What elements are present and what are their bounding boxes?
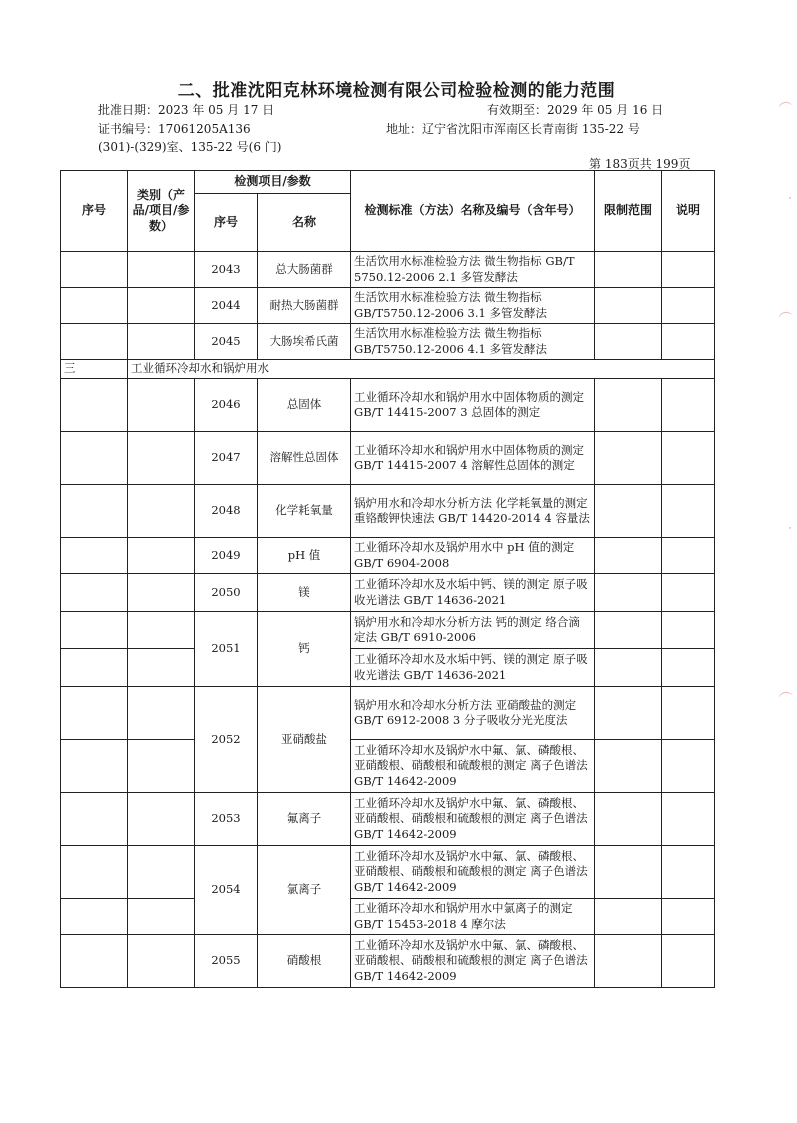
item-name: 大肠埃希氏菌 <box>258 324 351 360</box>
table-row <box>61 612 715 649</box>
item-name: 氯离子 <box>258 846 351 935</box>
page-info: 第 183页共 199页 <box>589 157 691 171</box>
item-standard-alt: 工业循环冷却水及水垢中钙、镁的测定 原子吸收光谱法 GB/T 14636-2021 <box>351 649 595 687</box>
red-stamp-edge: （ · （ · （ <box>773 91 797 699</box>
item-no: 2049 <box>195 538 258 574</box>
item-name: 氟离子 <box>258 793 351 846</box>
item-standard: 工业循环冷却水及锅炉水中氟、氯、磷酸根、亚硝酸根、硝酸根和硫酸根的测定 离子色谱法 GB/T 14642-2009 <box>351 793 595 846</box>
item-name: 耐热大肠菌群 <box>258 288 351 324</box>
capability-table <box>60 170 715 988</box>
table-row <box>61 935 715 988</box>
header-standard: 检测标准（方法）名称及编号（含年号） <box>351 171 595 252</box>
item-no: 2045 <box>195 324 258 360</box>
header-note: 说明 <box>662 171 715 252</box>
item-no: 2043 <box>195 252 258 288</box>
item-standard: 生活饮用水标准检验方法 微生物指标 GB/T5750.12-2006 4.1 多管发酵法 <box>351 324 595 360</box>
address: 地址：辽宁省沈阳市浑南区长青南街 135-22 号 <box>386 122 640 136</box>
header-item-group: 检测项目/参数 <box>195 171 351 194</box>
table-row <box>61 432 715 485</box>
item-no: 2053 <box>195 793 258 846</box>
table-row <box>61 252 715 288</box>
item-name: 钙 <box>258 612 351 687</box>
approval-date: 批准日期：2023 年 05 月 17 日 <box>98 103 275 117</box>
section-label: 工业循环冷却水和锅炉用水 <box>128 360 715 379</box>
table-row <box>61 740 715 793</box>
item-no: 2047 <box>195 432 258 485</box>
table-row <box>61 288 715 324</box>
address-continued: (301)-(329)室、135-22 号(6 门) <box>98 140 282 154</box>
item-standard-alt: 工业循环冷却水及锅炉水中氟、氯、磷酸根、亚硝酸根、硝酸根和硫酸根的测定 离子色谱法 GB/T 14642-2009 <box>351 740 595 793</box>
table-row <box>61 687 715 740</box>
header-item-name: 名称 <box>258 194 351 252</box>
item-no: 2048 <box>195 485 258 538</box>
header-seq: 序号 <box>61 171 128 252</box>
header-limit: 限制范围 <box>595 171 662 252</box>
certificate-number: 证书编号：17061205A136 <box>98 122 251 136</box>
item-standard: 工业循环冷却水和锅炉用水中固体物质的测定 GB/T 14415-2007 4 溶解性总固体的测定 <box>351 432 595 485</box>
table-row <box>61 379 715 432</box>
item-standard-alt: 工业循环冷却水和锅炉用水中氯离子的测定 GB/T 15453-2018 4 摩尔法 <box>351 899 595 935</box>
item-no: 2050 <box>195 574 258 612</box>
item-standard: 锅炉用水和冷却水分析方法 亚硝酸盐的测定 GB/T 6912-2008 3 分子吸收分光光度法 <box>351 687 595 740</box>
section-row <box>61 360 715 379</box>
item-no: 2046 <box>195 379 258 432</box>
item-name: pH 值 <box>258 538 351 574</box>
item-no: 2055 <box>195 935 258 988</box>
item-name: 总固体 <box>258 379 351 432</box>
table-row <box>61 324 715 360</box>
item-name: 硝酸根 <box>258 935 351 988</box>
item-standard: 锅炉用水和冷却水分析方法 化学耗氧量的测定 重铬酸钾快速法 GB/T 14420-2014 4 容量法 <box>351 485 595 538</box>
item-name: 镁 <box>258 574 351 612</box>
item-standard: 工业循环冷却水及水垢中钙、镁的测定 原子吸收光谱法 GB/T 14636-2021 <box>351 574 595 612</box>
item-standard: 工业循环冷却水和锅炉用水中固体物质的测定 GB/T 14415-2007 3 总固体的测定 <box>351 379 595 432</box>
item-standard: 工业循环冷却水及锅炉水中氟、氯、磷酸根、亚硝酸根、硝酸根和硫酸根的测定 离子色谱法 GB/T 14642-2009 <box>351 846 595 899</box>
item-name: 溶解性总固体 <box>258 432 351 485</box>
item-standard: 工业循环冷却水及锅炉用水中 pH 值的测定 GB/T 6904-2008 <box>351 538 595 574</box>
header-category: 类别（产品/项目/参数） <box>128 171 195 252</box>
item-name: 化学耗氧量 <box>258 485 351 538</box>
item-no: 2054 <box>195 846 258 935</box>
section-seq: 三 <box>61 360 128 379</box>
item-name: 亚硝酸盐 <box>258 687 351 793</box>
item-no: 2052 <box>195 687 258 793</box>
table-row <box>61 793 715 846</box>
item-no: 2044 <box>195 288 258 324</box>
table-row <box>61 485 715 538</box>
item-name: 总大肠菌群 <box>258 252 351 288</box>
table-row <box>61 649 715 687</box>
table-row <box>61 538 715 574</box>
item-no: 2051 <box>195 612 258 687</box>
table-row <box>61 846 715 899</box>
item-standard: 工业循环冷却水及锅炉水中氟、氯、磷酸根、亚硝酸根、硝酸根和硫酸根的测定 离子色谱法 GB/T 14642-2009 <box>351 935 595 988</box>
valid-until: 有效期至：2029 年 05 月 16 日 <box>487 103 664 117</box>
page-title: 二、批准沈阳克林环境检测有限公司检验检测的能力范围 <box>177 81 616 101</box>
table-row <box>61 574 715 612</box>
item-standard: 生活饮用水标准检验方法 微生物指标 GB/T 5750.12-2006 2.1 多管发酵法 <box>351 252 595 288</box>
table-row <box>61 899 715 935</box>
header-item-no: 序号 <box>195 194 258 252</box>
item-standard: 生活饮用水标准检验方法 微生物指标 GB/T5750.12-2006 3.1 多管发酵法 <box>351 288 595 324</box>
item-standard: 锅炉用水和冷却水分析方法 钙的测定 络合滴定法 GB/T 6910-2006 <box>351 612 595 649</box>
